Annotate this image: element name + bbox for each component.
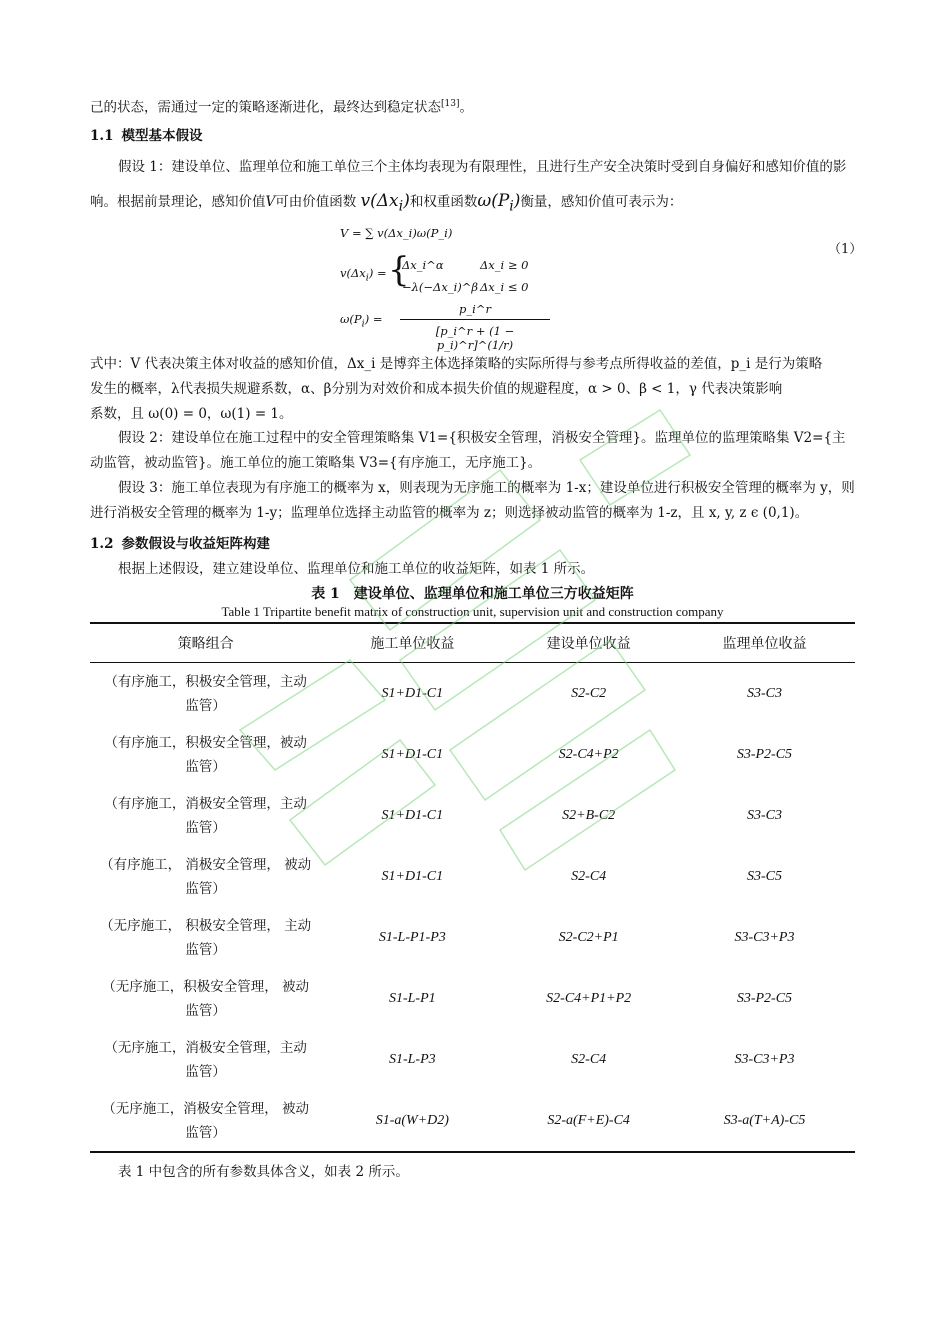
citation-ref[interactable]: [13]: [441, 99, 460, 109]
strategy-cell: （无序施工，消极安全管理，主动监管）: [104, 1039, 307, 1080]
brace-icon: {: [388, 250, 410, 290]
value-function: $v(\Delta x_i)$: [360, 191, 410, 215]
construction-cell: S1+D1-C1: [381, 685, 444, 701]
intro-text: 己的状态，需通过一定的策略逐渐进化，最终达到稳定状态: [90, 99, 441, 116]
header-construction-income: 施工单位收益: [321, 623, 503, 663]
supervision-cell: S3-P2-C5: [736, 746, 793, 762]
construction-cell: S1-L-P3: [388, 1051, 436, 1067]
subscript-i: i: [398, 198, 404, 215]
construction-cell: S1-a(W+D2): [321, 1090, 503, 1152]
owner-cell: S2-C4: [571, 1051, 607, 1067]
section-heading-1-2: [90, 532, 270, 552]
formula-line-2-lhs: $v(\Delta x_i)$ =: [340, 266, 387, 284]
construction-cell: S1+D1-C1: [381, 746, 444, 762]
table-note-paragraph: 表 1 中包含的所有参数具体含义，如表 2 所示。: [118, 1164, 409, 1180]
assumption-2-paragraph: 假设 2：建设单位在施工过程中的安全管理策略集 V1={积极安全管理，消极安全管理}。监理单位的监理策略集 V2={主动监管，被动监管}。施工单位的施工策略集 V3={有序施工，无序施工}。: [90, 430, 846, 471]
table-caption-en: Table 1 Tripartite benefit matrix of construction unit, supervision unit and construction company: [221, 604, 724, 619]
formula-case-1: Δx_i^α: [402, 258, 444, 272]
supervision-cell: S3-C3+P3: [734, 929, 795, 945]
explanation-line-2: 发生的概率，λ代表损失规避系数，α、β分别为对效价和成本损失价值的规避程度，α > 0、β < 1，γ 代表决策影响: [90, 381, 783, 397]
strategy-cell: （有序施工，消极安全管理，主动监管）: [104, 795, 307, 836]
formula-line-3-lhs: $\omega(P_i)$ =: [340, 312, 383, 330]
table-row: [90, 846, 855, 907]
explanation-line-1: 式中：V 代表决策主体对收益的感知价值，Δx_i 是博弈主体选择策略的实际所得与参考点所得收益的差值，p_i 是行为策略: [90, 356, 823, 372]
owner-cell: S2-a(F+E)-C4: [503, 1090, 674, 1152]
intro-end: 。: [459, 99, 473, 116]
supervision-cell: S3-a(T+A)-C5: [674, 1090, 855, 1152]
strategy-cell: （有序施工，积极安全管理，主动监管）: [104, 673, 307, 714]
header-owner-income: 建设单位收益: [503, 623, 674, 663]
owner-cell: S2-C2: [571, 685, 607, 701]
section-number: 1.2: [90, 536, 114, 552]
intro-paragraph: [90, 92, 855, 121]
table-row: [90, 1090, 855, 1152]
table-caption-cn: 表 1 建设单位、监理单位和施工单位三方收益矩阵: [311, 586, 634, 602]
table-row: [90, 663, 855, 725]
formula-case-2: −λ(−Δx_i)^β: [402, 280, 479, 294]
owner-cell: S2-C4+P2: [558, 746, 619, 762]
equation-number: （1）: [828, 242, 863, 257]
owner-cell: S2-C2+P1: [558, 929, 619, 945]
formula-block: [340, 224, 863, 352]
fraction-bar: [400, 319, 550, 320]
assumption-1-text-a: 假设 1：建设单位、监理单位和施工单位三个主体均表现为有限理性，且进行生产安全决策时受到自身偏好和感知价值的影响。根据前景理论，感知价值: [90, 159, 847, 210]
section-title: 模型基本假设: [121, 128, 203, 144]
formula-denominator: [p_i^r + (1 − p_i)^r]^(1/r): [435, 324, 515, 352]
assumption-3-paragraph: 假设 3：施工单位表现为有序施工的概率为 x，则表现为无序施工的概率为 1-x；建设单位进行积极安全管理的概率为 y，则进行消极安全管理的概率为 1-y；监理单位选择主动监管的概率为 z；则选择被动监管的概率为 1-z，且 x, y, z ϵ (0,1)。: [90, 480, 855, 521]
section-heading-1-1: [90, 124, 203, 144]
strategy-cell: （有序施工， 消极安全管理， 被动监管）: [100, 856, 312, 897]
formula-case-2-cond: Δx_i ≤ 0: [480, 280, 529, 294]
strategy-cell: （有序施工，积极安全管理，被动监管）: [104, 734, 307, 775]
supervision-cell: S3-C3: [746, 685, 782, 701]
formula-line-1: V = ∑ v(Δx_i)ω(P_i): [340, 226, 453, 240]
weight-function: $\omega(P_i)$: [477, 191, 521, 215]
assumption-1-text-b: 可由价值函数: [275, 194, 357, 210]
symbol-V: V: [265, 194, 276, 210]
benefit-matrix-table: [90, 622, 855, 1153]
assumption-1-text-d: 衡量，感知价值可表示为：: [520, 194, 683, 210]
strategy-cell: （无序施工，消极安全管理， 被动监管）: [90, 1090, 321, 1152]
section-number: 1.1: [90, 128, 114, 144]
construction-cell: S1+D1-C1: [381, 868, 444, 884]
table-intro-paragraph: 根据上述假设，建立建设单位、监理单位和施工单位的收益矩阵，如表 1 所示。: [118, 561, 595, 577]
construction-cell: S1-L-P1-P3: [378, 929, 446, 945]
table-row: [90, 1029, 855, 1090]
construction-cell: S1-L-P1: [388, 990, 436, 1006]
table-header-row: [90, 623, 855, 663]
construction-cell: S1+D1-C1: [381, 807, 444, 823]
strategy-cell: （无序施工，积极安全管理， 被动监管）: [102, 978, 310, 1019]
value-function-text: v(Δx: [360, 191, 399, 211]
formula-case-1-cond: Δx_i ≥ 0: [480, 258, 529, 272]
table-row: [90, 785, 855, 846]
owner-cell: S2-C4+P1+P2: [546, 990, 632, 1006]
supervision-cell: S3-C3: [746, 807, 782, 823]
supervision-cell: S3-C3+P3: [734, 1051, 795, 1067]
formula-numerator: p_i^r: [459, 302, 491, 316]
explanation-line-3: 系数，且 ω(0) = 0，ω(1) = 1。: [90, 406, 293, 422]
strategy-cell: （无序施工， 积极安全管理， 主动监管）: [100, 917, 312, 958]
table-row: [90, 968, 855, 1029]
header-supervision-income: 监理单位收益: [674, 623, 855, 663]
supervision-cell: S3-P2-C5: [736, 990, 793, 1006]
table-row: [90, 724, 855, 785]
owner-cell: S2-C4: [571, 868, 607, 884]
header-strategy: 策略组合: [90, 623, 321, 663]
assumption-1-paragraph: [90, 150, 855, 223]
explanation-paragraph: [90, 352, 855, 427]
weight-function-text: ω(P: [477, 191, 510, 211]
supervision-cell: S3-C5: [746, 868, 782, 884]
section-title: 参数假设与收益矩阵构建: [121, 536, 270, 552]
assumption-1-text-c: 和权重函数: [409, 194, 478, 210]
subscript-i: i: [509, 198, 514, 215]
owner-cell: S2+B-C2: [562, 807, 616, 823]
table-row: [90, 907, 855, 968]
